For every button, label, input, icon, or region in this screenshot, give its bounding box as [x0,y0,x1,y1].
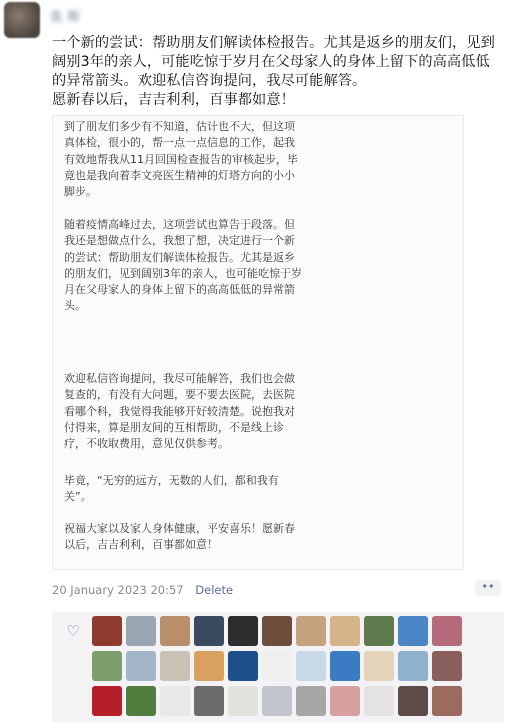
liker-avatar[interactable] [126,651,156,681]
doc-paragraph-text: 祝福大家以及家人身体健康，平安喜乐！愿新春以后，吉吉利利，百事都如意！ [64,522,295,552]
liker-avatar[interactable] [398,616,428,646]
author-name[interactable]: 张 斯 [50,10,81,25]
liker-avatar[interactable] [262,686,292,716]
liker-avatar[interactable] [330,651,360,681]
liker-avatar[interactable] [296,616,326,646]
liker-avatar[interactable] [432,616,462,646]
post-meta [52,582,233,598]
attached-document-image[interactable] [52,115,464,570]
liker-avatar[interactable] [126,686,156,716]
liker-avatar[interactable] [228,651,258,681]
liker-avatar[interactable] [296,686,326,716]
liker-avatar[interactable] [92,651,122,681]
liker-avatar[interactable] [262,616,292,646]
doc-paragraph [64,371,302,452]
liker-avatar[interactable] [296,651,326,681]
liker-avatar[interactable] [160,651,190,681]
likes-grid [92,616,504,716]
liker-avatar[interactable] [194,651,224,681]
post-text [52,34,500,110]
liker-avatar[interactable] [364,686,394,716]
doc-paragraph-text: 到了朋友们多少有不知道，估计也不大，但这项真体检，很小的，帮一点一点信息的工作，起我有效地帮我从11月回国检查报告的审核起步，毕竟也是我向着李文亮医生精神的灯塔方向的小小脚步。 [64,120,298,199]
post-text-line: 愿新春以后，吉吉利利，百事都如意！ [52,92,295,108]
liker-avatar[interactable] [432,651,462,681]
liker-avatar[interactable] [228,616,258,646]
liker-avatar[interactable] [398,686,428,716]
liker-avatar[interactable] [364,616,394,646]
doc-paragraph [64,521,302,554]
liker-avatar[interactable] [330,686,360,716]
liker-avatar[interactable] [92,616,122,646]
post-text-line: 一个新的尝试：帮助朋友们解读体检报告。尤其是返乡的朋友们，见到阔别3年的亲人，可能吃惊于岁月在父母家人的身体上留下的高高低低的异常箭头。欢迎私信咨询提问，我尽可能解答。 [52,35,495,89]
doc-paragraph [64,473,302,506]
liker-avatar[interactable] [262,651,292,681]
timestamp: 20 January 2023 20:57 [52,583,184,597]
delete-link[interactable]: Delete [195,583,234,597]
doc-paragraph-text: 随着疫情高峰过去，这项尝试也算告于段落。但我还是想做点什么，我想了想，决定进行一个新的尝试：帮助朋友们解读体检报告。尤其是返乡的朋友们，见到阔别3年的亲人，也可能吃惊于岁月在父母家人的身体上留下的高高低低的异常箭头。 [64,218,302,313]
doc-paragraph-text: 欢迎私信咨询提问，我尽可能解答，我们也会做复查的，有没有大问题，要不要去医院，去医院看哪个科，我觉得我能够开好较清楚。说抱我对付得来，算是朋友间的互相帮助，不是线上诊疗，不收取费用，意见仅供参考。 [64,372,295,451]
liker-avatar[interactable] [126,616,156,646]
liker-avatar[interactable] [92,686,122,716]
liker-avatar[interactable] [364,651,394,681]
liker-avatar[interactable] [194,686,224,716]
doc-paragraph-text: 毕竟，“无穷的远方，无数的人们，都和我有关”。 [64,474,279,504]
more-options-button[interactable]: •• [475,580,501,596]
likes-panel [52,612,504,722]
liker-avatar[interactable] [432,686,462,716]
avatar[interactable] [4,2,40,38]
liker-avatar[interactable] [398,651,428,681]
heart-icon: ♡ [66,622,80,640]
liker-avatar[interactable] [194,616,224,646]
liker-avatar[interactable] [160,686,190,716]
liker-avatar[interactable] [160,616,190,646]
liker-avatar[interactable] [228,686,258,716]
doc-paragraph [64,217,302,315]
doc-paragraph [64,119,302,200]
liker-avatar[interactable] [330,616,360,646]
